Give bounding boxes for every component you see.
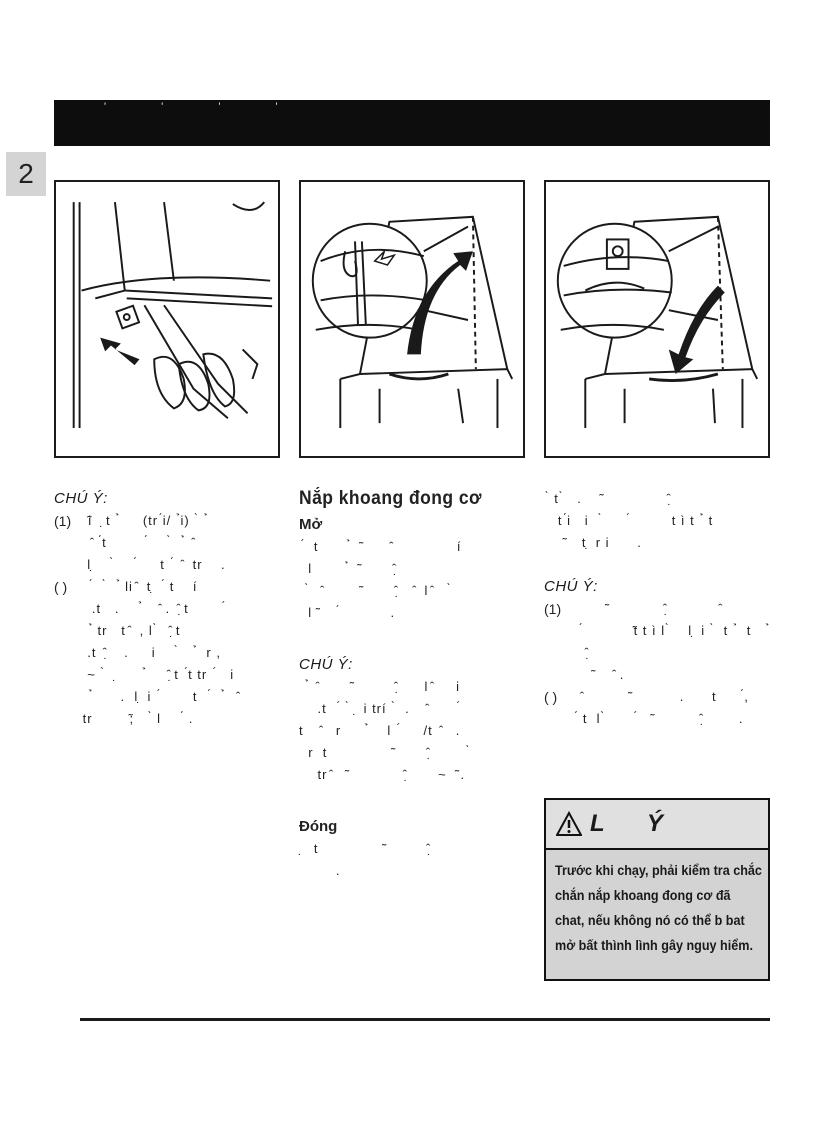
- note-item-text: ̃i ̣t ̉ (tr ́i/ ̉i) ̀ ̉ ̂ ́t ́ ̀ ̉ ̂ l ̣ ̀ ́ t ́ ̂ tr .: [87, 513, 226, 572]
- column-notes-left: [54, 488, 280, 730]
- note-title: CHÚ Ý:: [544, 578, 598, 595]
- note-item-text: ̂ ̃ . t ́, ́ t l ̀ ́ ̃ ̂ ̣ .: [577, 689, 749, 726]
- note-item-text: ̃ ̂ ̣ ̂ ́ ̃t t ì l ̀ l ̣ i ̀ t ̉ t ̉ ̂ ̣ ̃ ̂ .: [581, 601, 770, 682]
- figure-hood-close: [544, 180, 770, 458]
- note-item-number: (1): [544, 601, 562, 617]
- note-item-number: ( ): [54, 579, 68, 595]
- warning-title: L Ý: [590, 810, 681, 837]
- figure-hood-open: [299, 180, 525, 458]
- hood-release-illustration: [56, 182, 278, 456]
- note-item-number: ( ): [544, 689, 558, 705]
- subtitle-open: Mở: [299, 516, 323, 533]
- warning-box: [544, 798, 770, 981]
- warning-triangle-icon: [556, 811, 582, 837]
- chapter-tab: [6, 152, 46, 196]
- hood-close-illustration: [546, 182, 768, 456]
- note-item-number: (1): [54, 513, 72, 529]
- column-hood-section: [299, 488, 529, 882]
- warning-text: Trước khi chạy, phải kiểm tra chắc chắn nắp khoang đong cơ đã chat, nếu không nó có thể b bat mở bất thình lình gây nguy hiểm.: [555, 862, 762, 953]
- column-notes-right: [544, 488, 770, 730]
- bottom-divider: [80, 1018, 770, 1021]
- chapter-number: 2: [18, 158, 34, 189]
- figure-hood-release-lever: [54, 180, 280, 458]
- section-title-hood: Nắp khoang đong cơ: [299, 488, 482, 509]
- subtitle-close: Đóng: [299, 818, 338, 835]
- chapter-header-bar: [54, 100, 770, 146]
- open-instructions: ́ t ̉ ̃ ̂ í l ̉ ̃ ̂ ̣ ̀ ̂ ̃ ̂ ̣ ̂ l ̂ ̀ l ̃ ́ .: [303, 539, 462, 620]
- note-item: [544, 598, 770, 686]
- warning-header: [546, 800, 768, 850]
- header-title: ' ' ' ': [104, 101, 304, 113]
- note-item: [54, 510, 280, 576]
- note-item: [544, 686, 770, 730]
- hood-open-illustration: [301, 182, 523, 456]
- note-text: ̉ ̂ ̃ ̂ ̣ l ̂ i .t ́ ̀ ̣ i trí ̀ . ̂ ́ t ̂ r ̉ l ́ /t ̂ . r t ̃ ̂ ̣ ̀ tr ̂ ̃ ̂ ̣ ~ ̃ .: [299, 679, 471, 782]
- note-title: CHÚ Ý:: [299, 656, 353, 673]
- note-title: CHÚ Ý:: [54, 490, 108, 507]
- note-item: [54, 576, 280, 730]
- note-item-text: ́ ̀ ̉ li ̂ t ̣ ́ t í .t . ̉ ̂ . ̂ ̣t ́ ̉ tr t ̂ , l ̀ ̂ ̣t .t ̂ ̣ . i ̀ ̉ r , ~ ̀ ̣ ̉ ̂ ̣t ́t tr ́ i ̉ . l ̣ i ́ t ́ ̉ ̂ tr ̃; ̀ l ́ .: [82, 579, 239, 726]
- intro-text: ̀ t ̀ . ̃ ̂ ̣ t ́i i ̀ ́ t ì t ̉ t ̃ t ̣ r i .: [548, 491, 714, 550]
- close-instructions: ̣ t ̃ ̂ ̣ .: [303, 841, 434, 878]
